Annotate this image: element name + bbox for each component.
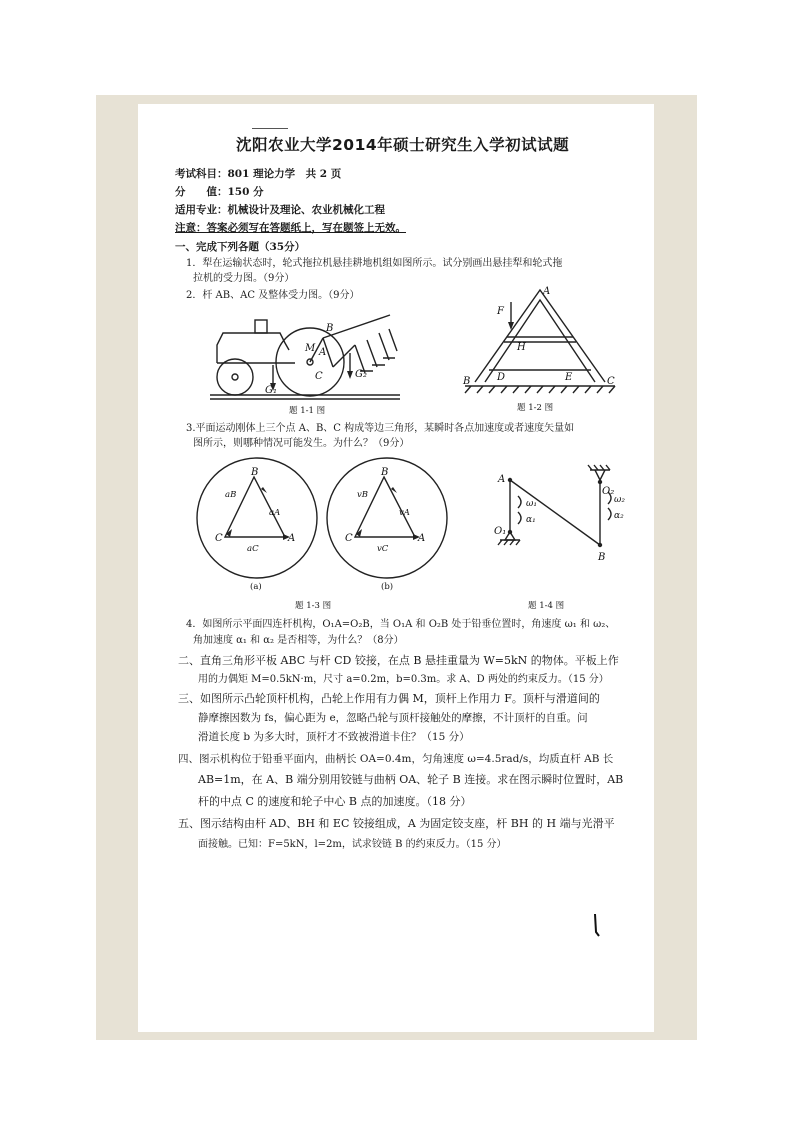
triangle-b <box>355 477 415 537</box>
figure-1-1 <box>205 305 420 420</box>
section5-line2: 面接触。已知：F=5kN，l=2m，试求铰链 B 的约束反力。（15 分） <box>198 839 507 850</box>
label-O1: O₁ <box>494 526 507 537</box>
a-label-aC: aC <box>247 544 259 554</box>
exam-title: 沈阳农业大学2014年硕士研究生入学初试试题 <box>236 136 570 154</box>
section3-line2: 静摩擦因数为 fs，偏心距为 e，忽略凸轮与顶杆接触处的摩擦，不计顶杆的自重。问 <box>198 712 588 724</box>
label-H: H <box>517 342 526 353</box>
label-O2: O₂ <box>602 486 615 497</box>
front-wheel <box>217 359 253 395</box>
label-E: E <box>565 372 573 383</box>
label-w2: ω₂ <box>614 495 625 505</box>
label-B: B <box>463 376 471 387</box>
sub-a: (a) <box>250 582 262 592</box>
exam-score: 分 值：150 分 <box>175 186 264 198</box>
a-label-aB: aB <box>225 490 237 500</box>
b-label-B: B <box>381 467 389 478</box>
section4-line1: 四、图示机构位于铅垂平面内，曲柄长 OA=0.4m，匀角速度 ω=4.5rad/s，均质直杆 AB 长 <box>178 753 614 765</box>
b-label-A: A <box>418 533 426 544</box>
caption-1-2: 题 1-2 图 <box>517 403 554 413</box>
coupler-AB <box>510 480 600 545</box>
omega1-arc <box>518 496 521 508</box>
label-D: D <box>497 372 506 383</box>
section3-line1: 三、如图所示凸轮顶杆机构，凸轮上作用有力偶 M，顶杆上作用力 F。顶杆与滑道间的 <box>178 692 600 705</box>
q4-text-line1: 4．如图所示平面四连杆机构，O₁A=O₂B，当 O₁A 和 O₂B 处于铅垂位置时，角速度 ω₁ 和 ω₂、 <box>186 619 616 630</box>
label-A: A <box>543 286 551 297</box>
figure-1-4 <box>492 462 632 617</box>
label-G1: G₁ <box>265 385 277 396</box>
label-M: M <box>305 343 316 354</box>
exam-major: 适用专业：机械设计及理论、农业机械化工程 <box>175 204 385 216</box>
section4-line3: 杆的中点 C 的速度和轮子中心 B 点的加速度。（18 分） <box>198 795 472 808</box>
section2-line1: 二、直角三角形平板 ABC 与杆 CD 铰接，在点 B 悬挂重量为 W=5kN 的物体。平板上作 <box>178 654 619 667</box>
b-label-C: C <box>345 533 353 544</box>
q4-text-line2: 角加速度 α₁ 和 α₂ 是否相等，为什么？（8分） <box>193 635 404 646</box>
q3-text-line2: 图所示，则哪种情况可能发生。为什么？（9分） <box>193 438 410 449</box>
caption-1-3: 题 1-3 图 <box>295 601 332 611</box>
exam-subject: 考试科目：801 理论力学 共 2 页 <box>175 168 342 180</box>
caption-1-4: 题 1-4 图 <box>528 601 565 611</box>
exam-notice: 注意：答案必须写在答题纸上，写在题签上无效。 <box>175 222 406 234</box>
q3-text-line1: 3.平面运动刚体上三个点 A、B、C 构成等边三角形，某瞬时各点加速度或者速度矢量如 <box>186 423 575 434</box>
scan-mark <box>590 912 602 938</box>
b-label-vB: vB <box>357 490 369 500</box>
label-A: A <box>498 474 506 485</box>
triangle-a <box>225 477 285 537</box>
section5-line1: 五、图示结构由杆 AD、BH 和 EC 铰接组成，A 为固定铰支座，杆 BH 的 H 端与光滑平 <box>178 817 615 830</box>
section4-line2: AB=1m，在 A、B 端分别用铰链与曲柄 OA、轮子 B 连接。求在图示瞬时位置时，AB <box>198 773 624 786</box>
label-a2: α₂ <box>614 511 624 521</box>
figure-1-3 <box>195 455 450 615</box>
q1-text-line2: 拉机的受力图。（9分） <box>193 273 295 284</box>
plow-shares <box>355 329 397 373</box>
label-C: C <box>607 376 615 387</box>
a-label-B: B <box>251 467 259 478</box>
label-a1: α₁ <box>526 515 536 525</box>
a-label-aA: aA <box>269 508 281 518</box>
sub-b: (b) <box>381 582 394 592</box>
label-C: C <box>315 371 323 382</box>
section2-line2: 用的力偶矩 M=0.5kN·m，尺寸 a=0.2m，b=0.3m。求 A、D 两处的约束反力。（15 分） <box>198 674 609 685</box>
section1-heading: 一、完成下列各题（35分） <box>175 241 306 253</box>
label-F: F <box>497 306 504 317</box>
b-label-vC: vC <box>377 544 389 554</box>
tractor-body <box>217 333 289 363</box>
label-G2: G₂ <box>355 369 367 380</box>
b-label-vA: vA <box>399 508 410 518</box>
label-w1: ω₁ <box>526 499 537 509</box>
a-label-C: C <box>215 533 223 544</box>
label-B: B <box>326 323 334 334</box>
q2-text: 2．杆 AB、AC 及整体受力图。（9分） <box>186 290 360 301</box>
a-label-A: A <box>288 533 296 544</box>
section3-line3: 滑道长度 b 为多大时，顶杆才不致被滑道卡住？（15 分） <box>198 731 470 743</box>
figure-1-2 <box>455 282 625 417</box>
caption-1-1: 题 1-1 图 <box>289 406 326 416</box>
header-mark <box>252 128 288 129</box>
label-B: B <box>598 552 606 563</box>
q1-text-line1: 1．犁在运输状态时，轮式拖拉机悬挂耕地机组如图所示。试分别画出悬挂犁和轮式拖 <box>186 258 563 269</box>
tractor-exhaust <box>255 320 267 333</box>
label-A: A <box>319 347 327 358</box>
